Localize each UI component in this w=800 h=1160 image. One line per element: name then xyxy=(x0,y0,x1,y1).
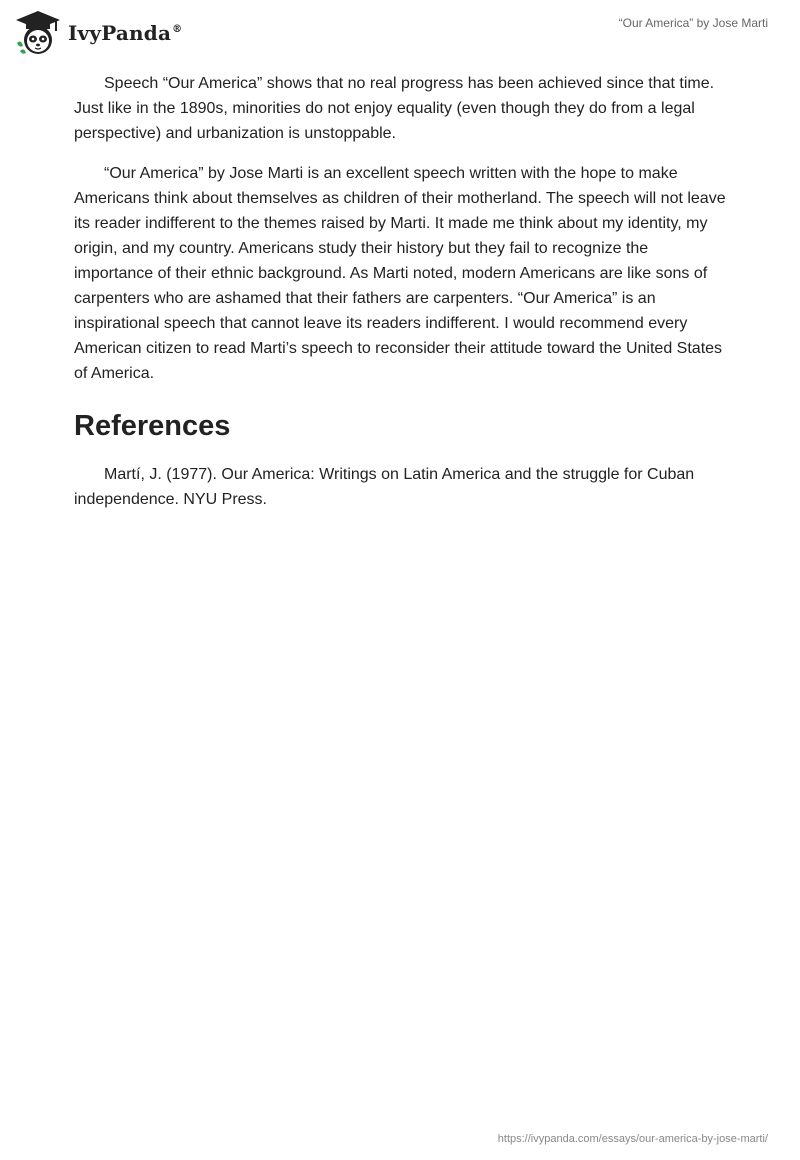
registered-mark: ® xyxy=(172,24,183,36)
running-title: “Our America” by Jose Marti xyxy=(618,16,768,30)
page-header xyxy=(0,0,800,70)
panda-graduate-icon xyxy=(14,9,62,57)
reference-entry: Martí, J. (1977). Our America: Writings on Latin America and the struggle for Cuban independence. NYU Press. xyxy=(74,466,695,508)
body-paragraph: Speech “Our America” shows that no real progress has been achieved since that time. Just like in the 1890s, minorities do not enjoy equality (even though they do from a legal perspective) and urbanization is unstoppable. xyxy=(74,75,715,142)
ivypanda-logo[interactable] xyxy=(14,8,182,58)
body-paragraph: “Our America” by Jose Marti is an excellent speech written with the hope to make Americans think about themselves as children of their motherland. The speech will not leave its reader indifferent to the themes raised by Marti. It made me think about my identity, my origin, and my country. Americans study their history but they fail to recognize the importance of their ethnic background. As Marti noted, modern Americans are like sons of carpenters who are ashamed that their fathers are carpenters. “Our America” is an inspirational speech that cannot leave its readers indifferent. I would recommend every American citizen to read Marti’s speech to reconsider their attitude toward the United States of America. xyxy=(74,165,726,382)
logo-text: IvyPanda® xyxy=(68,21,183,45)
source-url[interactable]: https://ivypanda.com/essays/our-america-by-jose-marti/ xyxy=(497,1133,768,1145)
essay-content xyxy=(74,71,730,527)
references-heading: References xyxy=(74,410,231,442)
